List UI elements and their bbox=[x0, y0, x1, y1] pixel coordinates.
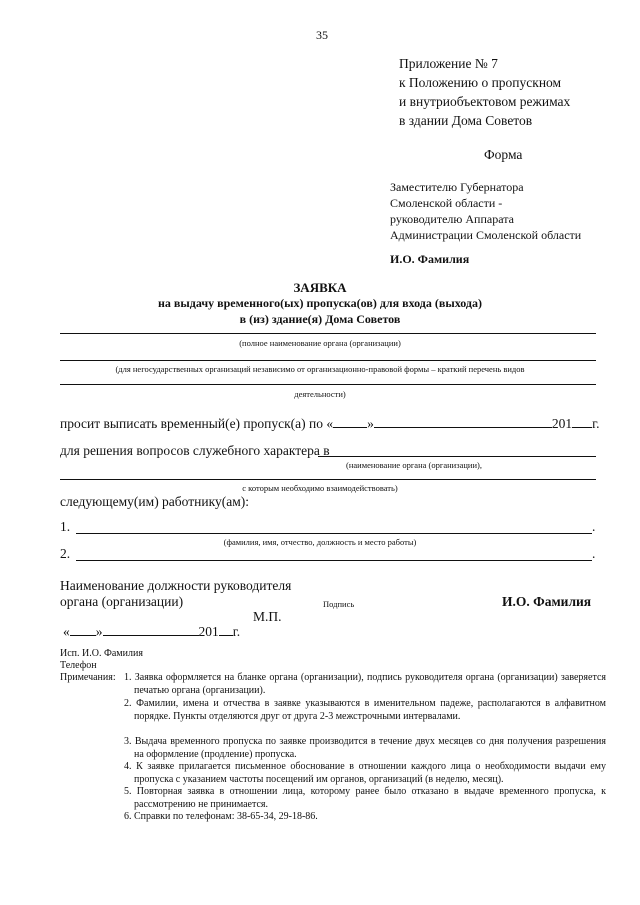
request-text bbox=[60, 415, 600, 432]
note-item-3: 3. Выдача временного пропуска по заявке производится в течение двух месяцев со дня получения разрешения на оформление (продление) пропуска. bbox=[124, 736, 606, 760]
interaction-hint: с которым необходимо взаимодействовать) bbox=[242, 483, 398, 493]
org-full-name-hint: (полное наименование органа (организации) bbox=[239, 338, 401, 348]
date-close-quote: » bbox=[95, 624, 103, 639]
request-day-field[interactable] bbox=[333, 415, 367, 428]
addressee-line-2: Смоленской области - bbox=[390, 196, 503, 210]
executor-label: Исп. И.О. Фамилия bbox=[60, 648, 143, 659]
note-item-4: 4. К заявке прилагается письменное обоснование в отношении каждого лица о необходимости выдачи ему пропуска с указанием частоты посещений им органов, организаций (в неделю, месяц). bbox=[124, 761, 606, 785]
addressee-line-3: руководителю Аппарата bbox=[390, 212, 514, 226]
request-quote-close: » bbox=[367, 416, 374, 431]
request-year: 201 bbox=[551, 416, 573, 431]
addressee-line-1: Заместителю Губернатора bbox=[390, 180, 524, 194]
date-year-field[interactable] bbox=[219, 623, 233, 636]
document-subtitle-2: в (из) здание(я) Дома Советов bbox=[239, 312, 401, 326]
request-year-field[interactable] bbox=[572, 415, 592, 428]
page-number: 35 bbox=[316, 28, 328, 42]
org-name-hint: (наименование органа (организации), bbox=[346, 460, 482, 470]
head-name: И.О. Фамилия bbox=[502, 594, 592, 609]
appendix-line-4: в здании Дома Советов bbox=[399, 113, 533, 128]
date-year: 201 bbox=[198, 624, 219, 639]
date-open-quote: « bbox=[63, 624, 70, 639]
appendix-line-1: Приложение № 7 bbox=[399, 56, 498, 71]
employee-label: следующему(им) работнику(ам): bbox=[60, 494, 249, 509]
employee-item-1-line[interactable] bbox=[76, 533, 592, 534]
employee-item-1-end: . bbox=[592, 519, 596, 534]
date-month-field[interactable] bbox=[103, 623, 199, 636]
document-subtitle-1: на выдачу временного(ых) пропуска(ов) для входа (выхода) bbox=[158, 296, 482, 310]
employee-item-2-line[interactable] bbox=[76, 560, 592, 561]
sign-date bbox=[63, 623, 240, 640]
addressee-name: И.О. Фамилия bbox=[390, 252, 470, 266]
note-item-5: 5. Повторная заявка в отношении лица, которому ранее было отказано в выдаче временного пропуска, к рассмотрению не принимается. bbox=[124, 786, 606, 810]
head-position-2: органа (организации) bbox=[60, 594, 184, 609]
form-label: Форма bbox=[484, 147, 523, 162]
interaction-line[interactable] bbox=[60, 479, 596, 480]
appendix-line-3: и внутриобъектовом режимах bbox=[399, 94, 571, 109]
signature-label: Подпись bbox=[323, 599, 355, 609]
date-year-suffix: г. bbox=[232, 624, 241, 639]
stamp-label: М.П. bbox=[253, 609, 282, 624]
head-position-1: Наименование должности руководителя bbox=[60, 578, 292, 593]
note-item-2: 2. Фамилии, имена и отчества в заявке указываются в именительном падеже, располагаются в алфавитном порядке. Пункты отделяются друг от друга 2-3 межстрочными интервалами. bbox=[124, 698, 606, 722]
employee-hint: (фамилия, имя, отчество, должность и место работы) bbox=[223, 537, 417, 547]
employee-item-2-number: 2. bbox=[60, 546, 71, 561]
addressee-line-4: Администрации Смоленской области bbox=[390, 228, 582, 242]
note-item-1: 1. Заявка оформляется на бланке органа (организации), подпись руководителя органа (организации) заверяется печатью органа (организации). bbox=[124, 672, 606, 696]
appendix-line-2: к Положению о пропускном bbox=[399, 75, 562, 90]
date-day-field[interactable] bbox=[70, 623, 96, 636]
request-month-field[interactable] bbox=[374, 415, 552, 428]
employee-item-1-number: 1. bbox=[60, 519, 71, 534]
activity-line[interactable] bbox=[60, 384, 596, 385]
notes-label: Примечания: bbox=[60, 672, 116, 683]
note-item-6: 6. Справки по телефонам: 38-65-34, 29-18-86. bbox=[124, 811, 318, 822]
purpose-text: для решения вопросов служебного характера в bbox=[60, 443, 330, 458]
phone-label: Телефон bbox=[60, 660, 97, 671]
nongov-hint-1: (для негосударственных организаций независимо от организационно-правовой формы – краткий перечень видов bbox=[115, 364, 525, 374]
nongov-hint-2: деятельности) bbox=[294, 389, 346, 399]
request-year-suffix: г. bbox=[592, 416, 600, 431]
org-full-name-line[interactable] bbox=[60, 333, 596, 334]
request-prefix: просит выписать временный(е) пропуск(а) по « bbox=[60, 416, 334, 431]
document-title: ЗАЯВКА bbox=[293, 280, 347, 295]
employee-item-2-end: . bbox=[592, 546, 596, 561]
purpose-org-line[interactable] bbox=[318, 456, 596, 457]
org-extra-line[interactable] bbox=[60, 360, 596, 361]
